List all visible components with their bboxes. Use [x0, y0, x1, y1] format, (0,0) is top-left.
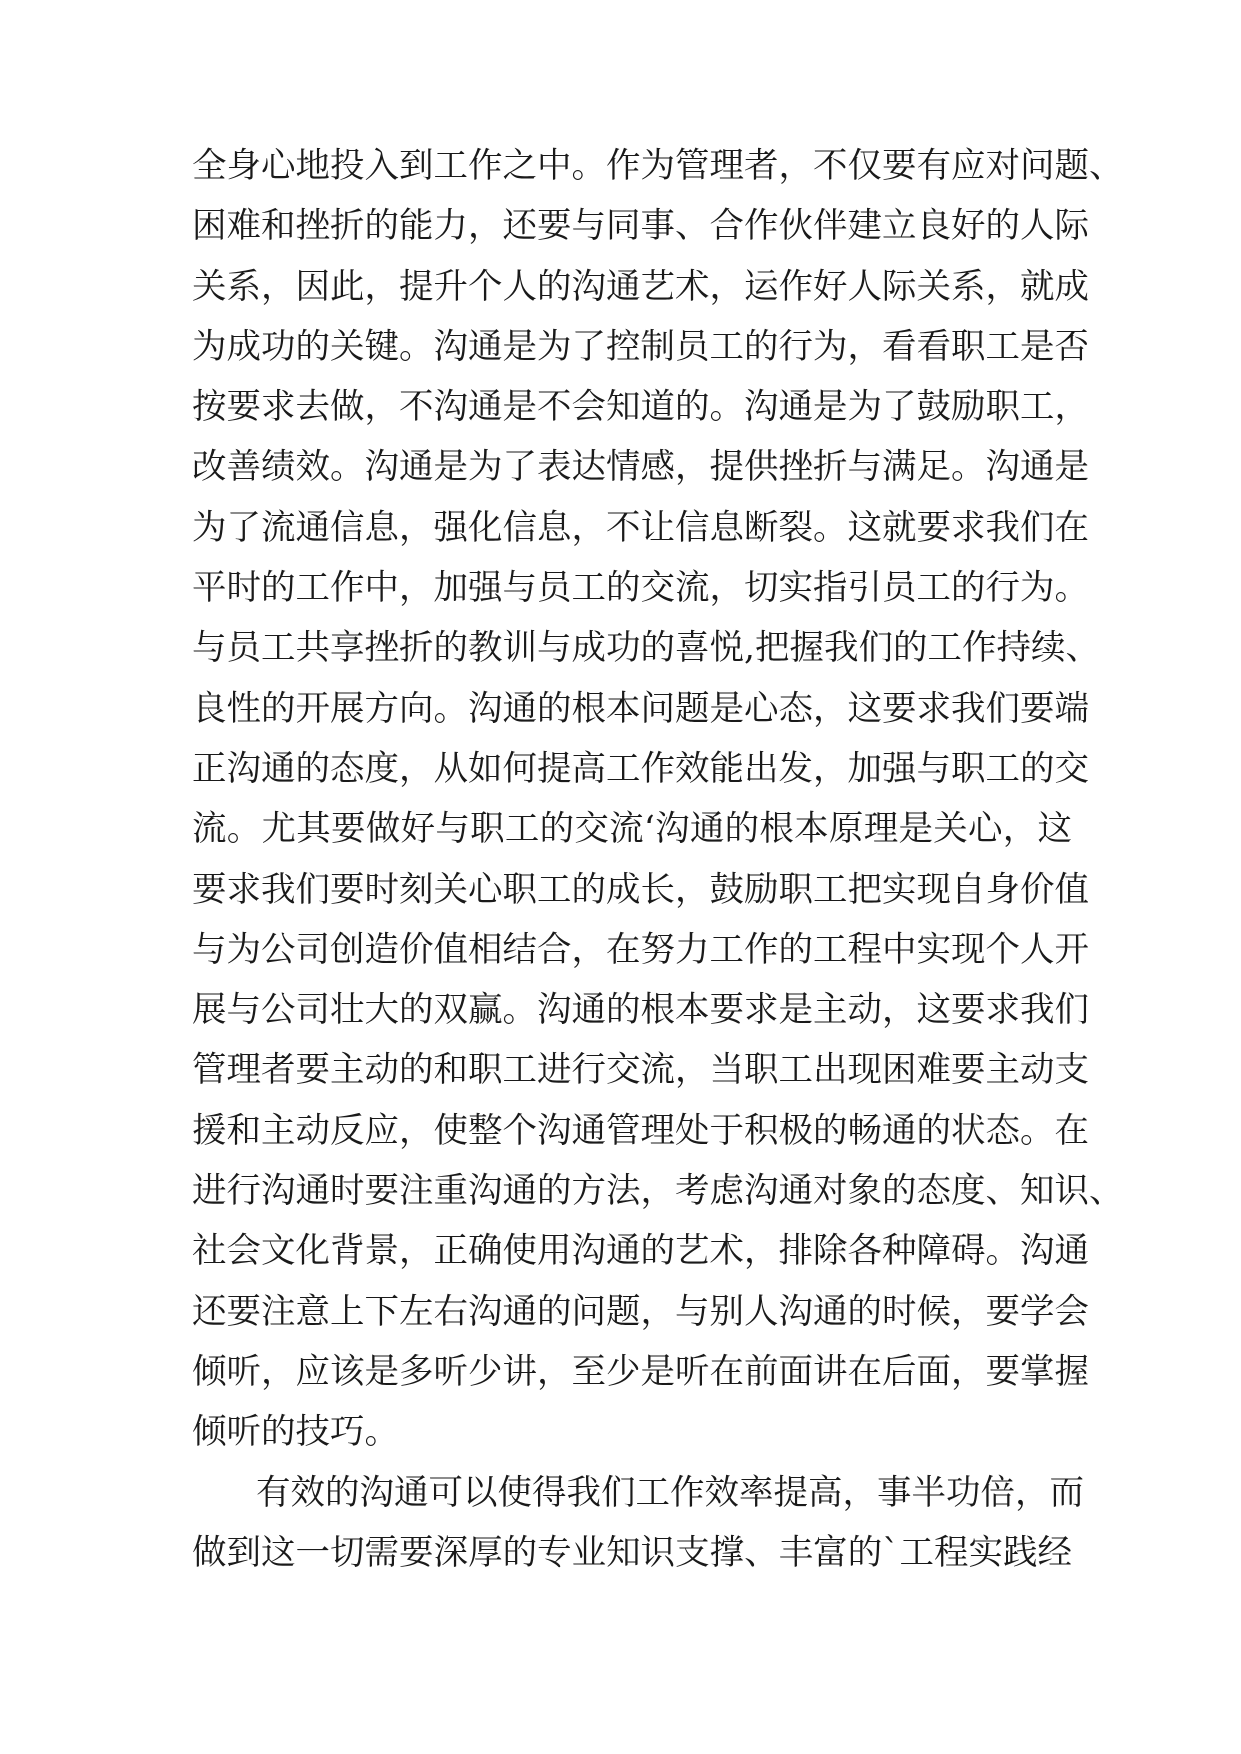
paragraph-1-line: 良性的开展方向。沟通的根本问题是心态，这要求我们要端 [192, 688, 1089, 729]
paragraph-1-line: 为成功的关键。沟通是为了控制员工的行为，看看职工是否 [192, 326, 1089, 367]
paragraph-2-first-line: 有效的沟通可以使得我们工作效率提高，事半功倍，而 [256, 1472, 1084, 1513]
paragraph-1-line: 与员工共享挫折的教训与成功的喜悦,把握我们的工作持续、 [192, 628, 1100, 669]
paragraph-1-line: 关系，因此，提升个人的沟通艺术，运作好人际关系，就成 [192, 266, 1089, 307]
paragraph-1-line: 困难和挫折的能力，还要与同事、合作伙伴建立良好的人际 [192, 206, 1089, 247]
paragraph-1-line: 按要求去做，不沟通是不会知道的。沟通是为了鼓励职工， [192, 387, 1089, 428]
paragraph-1-line: 与为公司创造价值相结合，在努力工作的工程中实现个人开 [192, 929, 1089, 970]
paragraph-1-line: 进行沟通时要注重沟通的方法，考虑沟通对象的态度、知识、 [192, 1171, 1124, 1212]
paragraph-1-line: 改善绩效。沟通是为了表达情感，提供挫折与满足。沟通是 [192, 447, 1089, 488]
paragraph-1-line: 为了流通信息，强化信息，不让信息断裂。这就要求我们在 [192, 507, 1089, 548]
paragraph-1-line: 社会文化背景，正确使用沟通的艺术，排除各种障碍。沟通 [192, 1231, 1089, 1272]
document-body [192, 136, 1124, 1583]
paragraph-2-line: 做到这一切需要深厚的专业知识支撑、丰富的`工程实践经 [192, 1532, 1072, 1573]
paragraph-1-line: 展与公司壮大的双赢。沟通的根本要求是主动，这要求我们 [192, 990, 1089, 1031]
paragraph-1-line: 流。尤其要做好与职工的交流‘沟通的根本原理是关心，这 [192, 809, 1072, 850]
paragraph-1-line: 倾听，应该是多听少讲，至少是听在前面讲在后面，要掌握 [192, 1351, 1089, 1392]
paragraph-1-line: 援和主动反应，使整个沟通管理处于积极的畅通的状态。在 [192, 1110, 1089, 1151]
paragraph-1-line: 要求我们要时刻关心职工的成长，鼓励职工把实现自身价值 [192, 869, 1089, 910]
paragraph-1-line: 全身心地投入到工作之中。作为管理者，不仅要有应对问题、 [192, 146, 1124, 186]
paragraph-1-last-line: 倾听的技巧。 [192, 1412, 399, 1453]
paragraph-1-line: 还要注意上下左右沟通的问题，与别人沟通的时候，要学会 [192, 1291, 1089, 1332]
paragraph-1-line: 平时的工作中，加强与员工的交流，切实指引员工的行为。 [192, 568, 1089, 609]
paragraph-1-line: 管理者要主动的和职工进行交流，当职工出现困难要主动支 [192, 1050, 1089, 1091]
paragraph-1-line: 正沟通的态度，从如何提高工作效能出发，加强与职工的交 [192, 748, 1089, 789]
